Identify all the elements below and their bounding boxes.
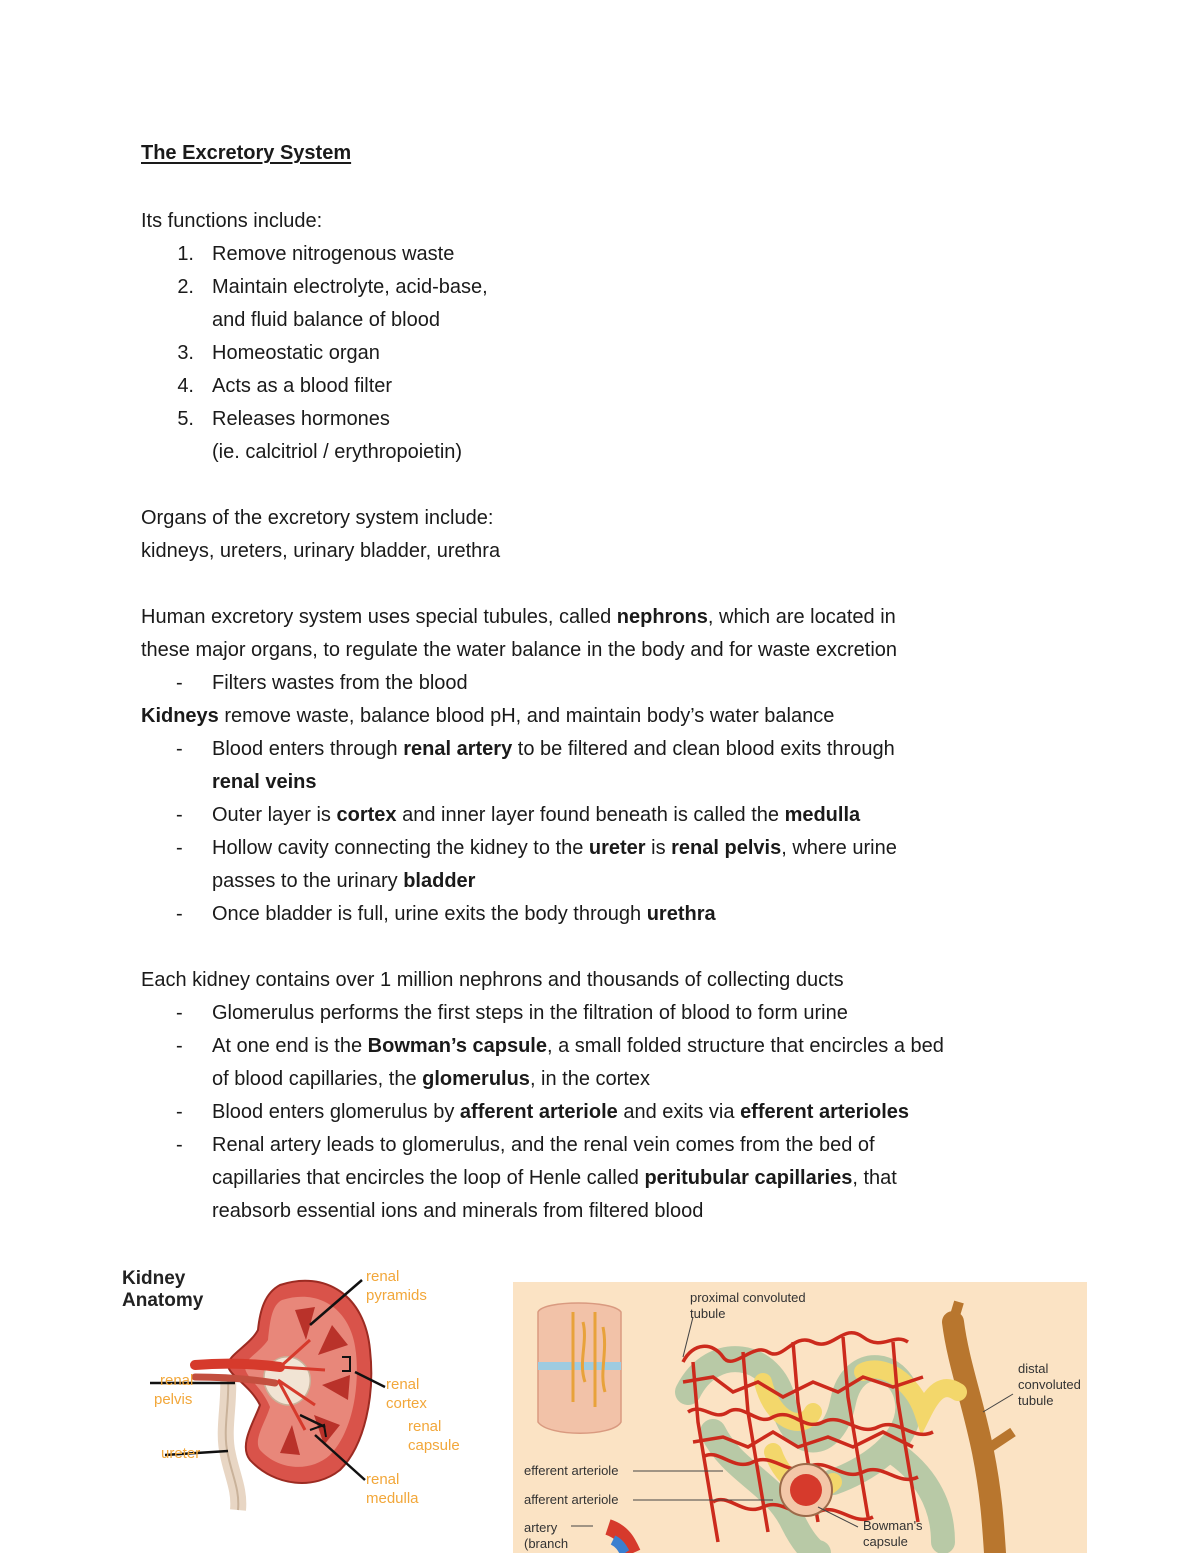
bold-term: glomerulus [422, 1068, 530, 1090]
text: Outer layer is [212, 804, 337, 826]
bullet-dash: - [176, 837, 183, 859]
label-line: renal [408, 1418, 442, 1435]
page-title: The Excretory System [141, 142, 352, 164]
label-ureter: ureter [161, 1445, 201, 1462]
text: and inner layer found beneath is called the [396, 804, 785, 826]
bullet-dash: - [176, 672, 183, 694]
bullet-item: Renal artery leads to glomerulus, and the renal vein comes from the bed of [212, 1134, 875, 1156]
label-artery [524, 1520, 568, 1552]
label-line: renal [160, 1372, 194, 1389]
bold-term: renal pelvis [671, 837, 782, 859]
label-line: medulla [366, 1490, 419, 1507]
bold-term: urethra [646, 903, 716, 925]
list-item: Acts as a blood filter [212, 375, 393, 397]
text: Human excretory system uses special tubules, called [141, 606, 617, 628]
list-number: 1. [177, 243, 194, 265]
label-line: Bowman's [863, 1518, 923, 1533]
list-number: 4. [177, 375, 194, 397]
label-line: capsule [863, 1534, 908, 1549]
label-distal-convoluted-tubule [1018, 1361, 1081, 1409]
kidneys-lead [141, 704, 834, 728]
bullet-item [212, 1034, 944, 1058]
nephrons-line-1 [141, 605, 896, 629]
bold-term: cortex [336, 804, 397, 826]
bold-term: peritubular capillaries [644, 1167, 853, 1189]
bullet-dash: - [176, 738, 183, 760]
label-renal-cortex [386, 1375, 427, 1413]
kidney-title-line: Anatomy [122, 1290, 204, 1311]
list-item: Remove nitrogenous waste [212, 243, 455, 265]
nephron-illustration [513, 1282, 1087, 1553]
label-renal-pelvis [154, 1371, 194, 1409]
bold-term: efferent arterioles [740, 1101, 910, 1123]
list-item: Homeostatic organ [212, 342, 380, 364]
bullet-item [212, 737, 895, 761]
text: Blood enters through [212, 738, 404, 760]
text: , where urine [781, 837, 897, 859]
bullet-continuation: reabsorb essential ions and minerals from filtered blood [212, 1200, 704, 1222]
label-line: tubule [1018, 1393, 1054, 1408]
bullet-continuation [212, 869, 475, 893]
text: to be filtered and clean blood exits through [512, 738, 895, 760]
list-number: 5. [177, 408, 194, 430]
bullet-item [212, 836, 897, 860]
functions-intro: Its functions include: [141, 210, 323, 232]
label-line: (branch [524, 1536, 569, 1551]
bullet-item [212, 803, 860, 827]
bullet-dash: - [176, 903, 183, 925]
text: Hollow cavity connecting the kidney to the [212, 837, 589, 859]
bullet-item [212, 1100, 909, 1124]
bold-term: renal artery [403, 738, 513, 760]
bullet-continuation [212, 770, 317, 794]
nephrons-line-2: these major organs, to regulate the water balance in the body and for waste excretion [141, 639, 898, 661]
label-bowmans-capsule [863, 1518, 923, 1550]
bullet-dash: - [176, 1101, 183, 1123]
text: , in the cortex [529, 1068, 650, 1090]
text: and exits via [617, 1101, 741, 1123]
label-renal-medulla [366, 1470, 419, 1508]
label-line: renal [366, 1268, 400, 1285]
kidney-title-line: Kidney [122, 1268, 186, 1289]
text: , that [852, 1167, 897, 1189]
bullet-dash: - [176, 1035, 183, 1057]
bullet-item: Glomerulus performs the first steps in the filtration of blood to form urine [212, 1002, 848, 1024]
label-line: distal [1018, 1361, 1049, 1376]
list-item-continuation: and fluid balance of blood [212, 309, 440, 331]
bullet-item: Filters wastes from the blood [212, 672, 468, 694]
list-item-continuation: (ie. calcitriol / erythropoietin) [212, 441, 463, 463]
label-line: renal [386, 1376, 420, 1393]
bold-term: medulla [784, 804, 861, 826]
text: , a small folded structure that encircles a bed [547, 1035, 944, 1057]
bold-term: nephrons [616, 606, 708, 628]
text: , which are located in [707, 606, 896, 628]
bold-term: renal veins [212, 771, 317, 793]
bold-term: bladder [403, 870, 476, 892]
label-line: tubule [690, 1306, 726, 1321]
bullet-dash: - [176, 1134, 183, 1156]
label-afferent-arteriole: afferent arteriole [524, 1492, 619, 1507]
text: passes to the urinary [212, 870, 404, 892]
bold-term: afferent arteriole [459, 1101, 618, 1123]
text: Once bladder is full, urine exits the body through [212, 903, 647, 925]
bold-term: Bowman’s capsule [367, 1035, 547, 1057]
bold-term: ureter [588, 837, 646, 859]
text: capillaries that encircles the loop of Henle called [212, 1167, 645, 1189]
label-renal-pyramids [366, 1267, 427, 1305]
label-efferent-arteriole: efferent arteriole [524, 1463, 619, 1478]
label-line: cortex [386, 1395, 427, 1412]
text: is [645, 837, 672, 859]
label-line: renal [366, 1471, 400, 1488]
bullet-continuation [212, 1067, 650, 1091]
text: At one end is the [212, 1035, 368, 1057]
label-line: artery [524, 1520, 558, 1535]
label-line: pelvis [154, 1391, 193, 1408]
text: remove waste, balance blood pH, and maintain body’s water balance [218, 705, 835, 727]
bullet-dash: - [176, 1002, 183, 1024]
list-number: 2. [177, 276, 194, 298]
bold-term: Kidneys [141, 705, 219, 727]
label-line: capsule [408, 1437, 460, 1454]
label-line: convoluted [1018, 1377, 1081, 1392]
label-renal-capsule [408, 1417, 460, 1455]
bullet-item [212, 902, 716, 926]
label-proximal-convoluted-tubule [690, 1290, 806, 1322]
each-kidney-lead: Each kidney contains over 1 million nephrons and thousands of collecting ducts [141, 969, 844, 991]
list-number: 3. [177, 342, 194, 364]
bullet-continuation [212, 1166, 897, 1190]
organs-list: kidneys, ureters, urinary bladder, urethra [141, 540, 501, 562]
list-item: Releases hormones [212, 408, 390, 430]
label-line: proximal convoluted [690, 1290, 806, 1305]
label-line: pyramids [366, 1287, 427, 1304]
text: of blood capillaries, the [212, 1068, 423, 1090]
bullet-dash: - [176, 804, 183, 826]
organs-intro: Organs of the excretory system include: [141, 507, 494, 529]
text: Blood enters glomerulus by [212, 1101, 460, 1123]
list-item: Maintain electrolyte, acid-base, [212, 276, 488, 298]
